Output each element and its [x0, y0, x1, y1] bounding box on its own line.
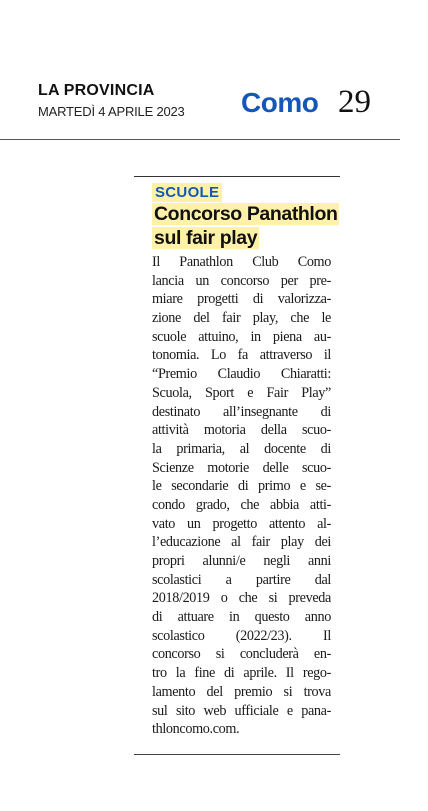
article-body-line: di attuare in questo anno	[152, 609, 331, 626]
article-body	[152, 253, 331, 739]
section-name: Como	[241, 87, 319, 118]
article-body-line: destinato all’insegnante di	[152, 403, 331, 420]
article-kicker: SCUOLE	[152, 183, 222, 202]
article-body-line: condo grado, che abbia atti-	[152, 496, 331, 513]
article-body-line: vato un progetto attento al-	[152, 515, 331, 532]
article-body-line: scolastici a partire dal	[152, 571, 331, 588]
headline-line: Concorso Panathlon	[154, 203, 338, 225]
article-body-line: scuole attuino, in piena au-	[152, 328, 331, 345]
article-body-line: zione del fair play, che le	[152, 310, 331, 327]
article-body-line: miare progetti di valorizza-	[152, 291, 331, 308]
article-body-line: sul sito web ufficiale e pana-	[152, 702, 331, 719]
article-body-line: Scuola, Sport e Fair Play”	[152, 384, 331, 401]
article-body-line: attività motoria della scuo-	[152, 422, 331, 439]
article-body-line: “Premio Claudio Chiaratti:	[152, 366, 331, 383]
article-body-line: concorso si concluderà en-	[152, 646, 331, 663]
newspaper-name: LA PROVINCIA	[38, 82, 155, 99]
article-body-line: Il Panathlon Club Como	[152, 254, 331, 270]
issue-date: MARTEDÌ 4 APRILE 2023	[38, 104, 185, 119]
headline-line: sul fair play	[154, 227, 258, 249]
article-headline	[152, 202, 352, 250]
article-body-line: scolastico (2022/23). Il	[152, 627, 331, 644]
article-body-line: l’educazione al fair play dei	[152, 534, 331, 551]
article-body-line: Scienze motorie delle scuo-	[152, 459, 331, 476]
article-body-line: tro la fine di aprile. Il rego-	[152, 665, 331, 682]
article-body-line: le secondarie di primo e se-	[152, 478, 331, 495]
article-body-line: lancia un concorso per pre-	[152, 272, 331, 289]
article-body-line: propri alunni/e negli anni	[152, 553, 331, 569]
article-body-line: 2018/2019 o che si preveda	[152, 590, 331, 607]
article-body-line: tonomia. Lo fa attraverso il	[152, 347, 331, 364]
article-body-line: la primaria, al docente di	[152, 440, 331, 457]
article-top-rule	[134, 176, 340, 177]
header-divider	[0, 139, 400, 140]
article-body-line: thloncomo.com.	[152, 721, 240, 738]
page-number: 29	[338, 84, 371, 120]
article-bottom-rule	[134, 754, 340, 755]
article-body-line: lamento del premio si trova	[152, 683, 331, 700]
